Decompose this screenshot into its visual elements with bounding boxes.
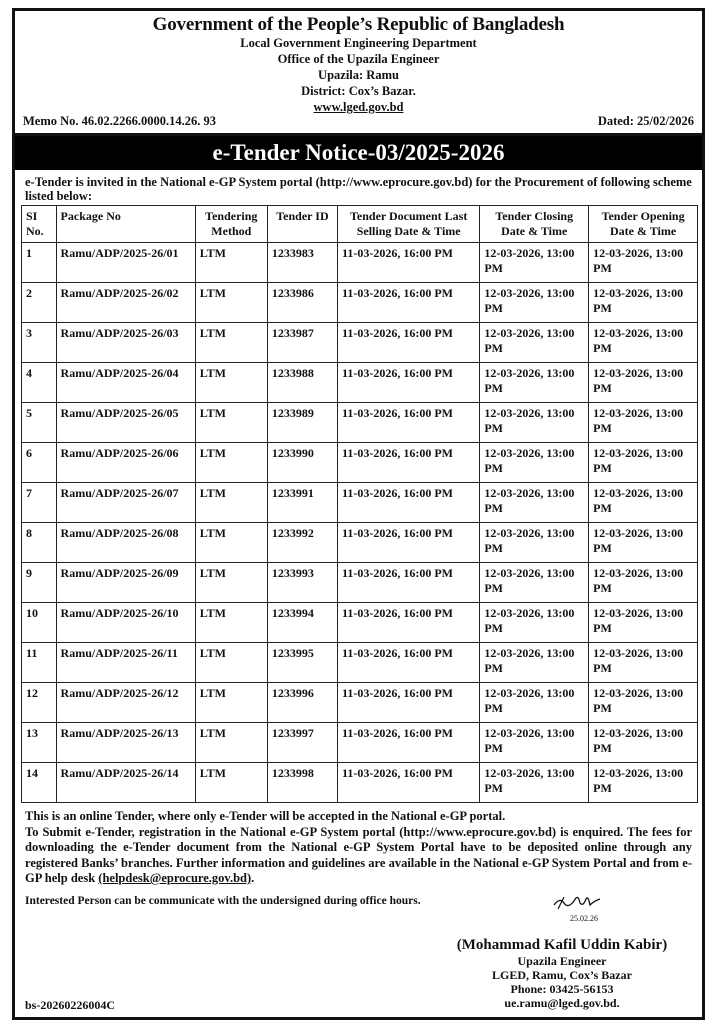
- row-sl-no: 10: [22, 603, 57, 643]
- registration-text: To Submit e-Tender, registration in the National e-GP System portal (http://www.eprocure.gov.bd) is enquired. The fees for downloading the e-Tender document from the National e-GP System Portal have to be deposited online through any registered Banks’ branches. Further information and guidelines are available in the National e-GP System Portal and from e-GP help desk: [25, 824, 692, 885]
- header-last-selling-date: Tender Document Last Selling Date & Time: [338, 206, 480, 243]
- helpdesk-email-link[interactable]: (helpdesk@eprocure.gov.bd): [98, 871, 252, 885]
- row-tender-id: 1233992: [267, 523, 337, 563]
- row-tender-id: 1233990: [267, 443, 337, 483]
- row-opening-date: 12-03-2026, 13:00 PM: [589, 763, 698, 803]
- signatory-email[interactable]: ue.ramu@lged.gov.bd.: [504, 996, 620, 1010]
- table-row: [22, 363, 698, 403]
- notice-title-banner: e-Tender Notice-03/2025-2026: [15, 133, 702, 170]
- row-opening-date: 12-03-2026, 13:00 PM: [589, 323, 698, 363]
- row-tender-id: 1233996: [267, 683, 337, 723]
- table-header-row: [22, 206, 698, 243]
- row-last-selling-date: 11-03-2026, 16:00 PM: [338, 603, 480, 643]
- row-sl-no: 14: [22, 763, 57, 803]
- tender-table: [21, 205, 698, 803]
- row-tender-id: 1233986: [267, 283, 337, 323]
- row-tendering-method: LTM: [195, 563, 267, 603]
- table-row: [22, 763, 698, 803]
- row-closing-date: 12-03-2026, 13:00 PM: [480, 443, 589, 483]
- row-closing-date: 12-03-2026, 13:00 PM: [480, 243, 589, 283]
- table-row: [22, 283, 698, 323]
- row-last-selling-date: 11-03-2026, 16:00 PM: [338, 483, 480, 523]
- row-package-no: Ramu/ADP/2025-26/09: [56, 563, 195, 603]
- row-package-no: Ramu/ADP/2025-26/13: [56, 723, 195, 763]
- row-tender-id: 1233989: [267, 403, 337, 443]
- row-closing-date: 12-03-2026, 13:00 PM: [480, 363, 589, 403]
- row-tendering-method: LTM: [195, 323, 267, 363]
- instructions: [15, 803, 702, 887]
- row-package-no: Ramu/ADP/2025-26/03: [56, 323, 195, 363]
- row-sl-no: 11: [22, 643, 57, 683]
- header-tendering-method: Tendering Method: [195, 206, 267, 243]
- table-row: [22, 643, 698, 683]
- row-tendering-method: LTM: [195, 523, 267, 563]
- row-package-no: Ramu/ADP/2025-26/01: [56, 243, 195, 283]
- row-tender-id: 1233998: [267, 763, 337, 803]
- row-sl-no: 6: [22, 443, 57, 483]
- row-last-selling-date: 11-03-2026, 16:00 PM: [338, 363, 480, 403]
- row-sl-no: 13: [22, 723, 57, 763]
- row-tender-id: 1233991: [267, 483, 337, 523]
- row-sl-no: 1: [22, 243, 57, 283]
- memo-number: Memo No. 46.02.2266.0000.14.26. 93: [23, 114, 217, 128]
- period: .: [251, 871, 255, 885]
- header-tender-id: Tender ID: [267, 206, 337, 243]
- row-package-no: Ramu/ADP/2025-26/02: [56, 283, 195, 323]
- row-package-no: Ramu/ADP/2025-26/04: [56, 363, 195, 403]
- row-opening-date: 12-03-2026, 13:00 PM: [589, 443, 698, 483]
- signatory-office: LGED, Ramu, Cox’s Bazar: [492, 968, 632, 982]
- row-sl-no: 3: [22, 323, 57, 363]
- table-row: [22, 523, 698, 563]
- row-last-selling-date: 11-03-2026, 16:00 PM: [338, 763, 480, 803]
- notice-frame: [12, 8, 705, 1020]
- signature-icon: [550, 891, 610, 925]
- government-title: Government of the People’s Republic of Bangladesh: [152, 14, 565, 35]
- row-last-selling-date: 11-03-2026, 16:00 PM: [338, 563, 480, 603]
- reference-code: bs-20260226004C: [25, 998, 116, 1012]
- row-closing-date: 12-03-2026, 13:00 PM: [480, 683, 589, 723]
- row-sl-no: 5: [22, 403, 57, 443]
- row-opening-date: 12-03-2026, 13:00 PM: [589, 683, 698, 723]
- header-sl-no: SI No.: [22, 206, 57, 243]
- row-last-selling-date: 11-03-2026, 16:00 PM: [338, 523, 480, 563]
- header-opening-date: Tender Opening Date & Time: [589, 206, 698, 243]
- row-package-no: Ramu/ADP/2025-26/08: [56, 523, 195, 563]
- row-opening-date: 12-03-2026, 13:00 PM: [589, 403, 698, 443]
- table-row: [22, 323, 698, 363]
- row-closing-date: 12-03-2026, 13:00 PM: [480, 403, 589, 443]
- row-tender-id: 1233994: [267, 603, 337, 643]
- row-tendering-method: LTM: [195, 283, 267, 323]
- table-row: [22, 723, 698, 763]
- row-sl-no: 12: [22, 683, 57, 723]
- row-tendering-method: LTM: [195, 443, 267, 483]
- row-opening-date: 12-03-2026, 13:00 PM: [589, 723, 698, 763]
- row-sl-no: 4: [22, 363, 57, 403]
- intro-text: e-Tender is invited in the National e-GP System portal (http://www.eprocure.gov.bd) for the Procurement of following scheme listed below:: [25, 175, 692, 203]
- row-tendering-method: LTM: [195, 763, 267, 803]
- row-tendering-method: LTM: [195, 723, 267, 763]
- row-last-selling-date: 11-03-2026, 16:00 PM: [338, 443, 480, 483]
- signatory-name: (Mohammad Kafil Uddin Kabir): [456, 937, 668, 953]
- row-tendering-method: LTM: [195, 643, 267, 683]
- letterhead: [15, 11, 702, 133]
- row-opening-date: 12-03-2026, 13:00 PM: [589, 243, 698, 283]
- row-tendering-method: LTM: [195, 363, 267, 403]
- row-opening-date: 12-03-2026, 13:00 PM: [589, 563, 698, 603]
- row-sl-no: 8: [22, 523, 57, 563]
- row-package-no: Ramu/ADP/2025-26/11: [56, 643, 195, 683]
- header-package-no: Package No: [56, 206, 195, 243]
- signature-block: [442, 937, 682, 1010]
- row-opening-date: 12-03-2026, 13:00 PM: [589, 603, 698, 643]
- table-row: [22, 603, 698, 643]
- row-last-selling-date: 11-03-2026, 16:00 PM: [338, 243, 480, 283]
- row-opening-date: 12-03-2026, 13:00 PM: [589, 523, 698, 563]
- row-tender-id: 1233987: [267, 323, 337, 363]
- contact-note: Interested Person can be communicate with the undersigned during office hours.: [25, 894, 421, 907]
- signatory-designation: Upazila Engineer: [517, 954, 607, 968]
- row-package-no: Ramu/ADP/2025-26/06: [56, 443, 195, 483]
- row-package-no: Ramu/ADP/2025-26/05: [56, 403, 195, 443]
- signatory-phone: Phone: 03425-56153: [510, 982, 614, 996]
- row-tender-id: 1233988: [267, 363, 337, 403]
- row-sl-no: 7: [22, 483, 57, 523]
- date-label: Dated: 25/02/2026: [597, 114, 694, 128]
- row-sl-no: 2: [22, 283, 57, 323]
- row-closing-date: 12-03-2026, 13:00 PM: [480, 563, 589, 603]
- row-package-no: Ramu/ADP/2025-26/10: [56, 603, 195, 643]
- row-tender-id: 1233995: [267, 643, 337, 683]
- row-last-selling-date: 11-03-2026, 16:00 PM: [338, 323, 480, 363]
- row-last-selling-date: 11-03-2026, 16:00 PM: [338, 283, 480, 323]
- table-row: [22, 563, 698, 603]
- table-row: [22, 683, 698, 723]
- office-name: Office of the Upazila Engineer: [277, 52, 440, 66]
- online-tender-note: This is an online Tender, where only e-Tender will be accepted in the National e-GP portal.: [25, 809, 506, 823]
- row-package-no: Ramu/ADP/2025-26/07: [56, 483, 195, 523]
- row-closing-date: 12-03-2026, 13:00 PM: [480, 283, 589, 323]
- row-tendering-method: LTM: [195, 243, 267, 283]
- row-tendering-method: LTM: [195, 483, 267, 523]
- row-closing-date: 12-03-2026, 13:00 PM: [480, 323, 589, 363]
- row-opening-date: 12-03-2026, 13:00 PM: [589, 363, 698, 403]
- signature-date: 25.02.26: [570, 914, 598, 923]
- district-name: District: Cox’s Bazar.: [301, 84, 416, 98]
- row-opening-date: 12-03-2026, 13:00 PM: [589, 643, 698, 683]
- department-name: Local Government Engineering Department: [240, 36, 477, 50]
- row-last-selling-date: 11-03-2026, 16:00 PM: [338, 723, 480, 763]
- row-closing-date: 12-03-2026, 13:00 PM: [480, 643, 589, 683]
- row-sl-no: 9: [22, 563, 57, 603]
- row-last-selling-date: 11-03-2026, 16:00 PM: [338, 643, 480, 683]
- table-row: [22, 483, 698, 523]
- row-last-selling-date: 11-03-2026, 16:00 PM: [338, 683, 480, 723]
- row-closing-date: 12-03-2026, 13:00 PM: [480, 763, 589, 803]
- row-closing-date: 12-03-2026, 13:00 PM: [480, 483, 589, 523]
- registration-note: [25, 825, 692, 887]
- table-row: [22, 243, 698, 283]
- website-link[interactable]: www.lged.gov.bd: [313, 100, 404, 114]
- upazila-name: Upazila: Ramu: [318, 68, 399, 82]
- row-closing-date: 12-03-2026, 13:00 PM: [480, 723, 589, 763]
- header-closing-date: Tender Closing Date & Time: [480, 206, 589, 243]
- row-opening-date: 12-03-2026, 13:00 PM: [589, 283, 698, 323]
- row-tendering-method: LTM: [195, 603, 267, 643]
- row-closing-date: 12-03-2026, 13:00 PM: [480, 603, 589, 643]
- row-tendering-method: LTM: [195, 403, 267, 443]
- row-tender-id: 1233997: [267, 723, 337, 763]
- row-last-selling-date: 11-03-2026, 16:00 PM: [338, 403, 480, 443]
- row-package-no: Ramu/ADP/2025-26/14: [56, 763, 195, 803]
- table-row: [22, 443, 698, 483]
- row-closing-date: 12-03-2026, 13:00 PM: [480, 523, 589, 563]
- row-tendering-method: LTM: [195, 683, 267, 723]
- row-package-no: Ramu/ADP/2025-26/12: [56, 683, 195, 723]
- row-tender-id: 1233983: [267, 243, 337, 283]
- table-row: [22, 403, 698, 443]
- row-opening-date: 12-03-2026, 13:00 PM: [589, 483, 698, 523]
- row-tender-id: 1233993: [267, 563, 337, 603]
